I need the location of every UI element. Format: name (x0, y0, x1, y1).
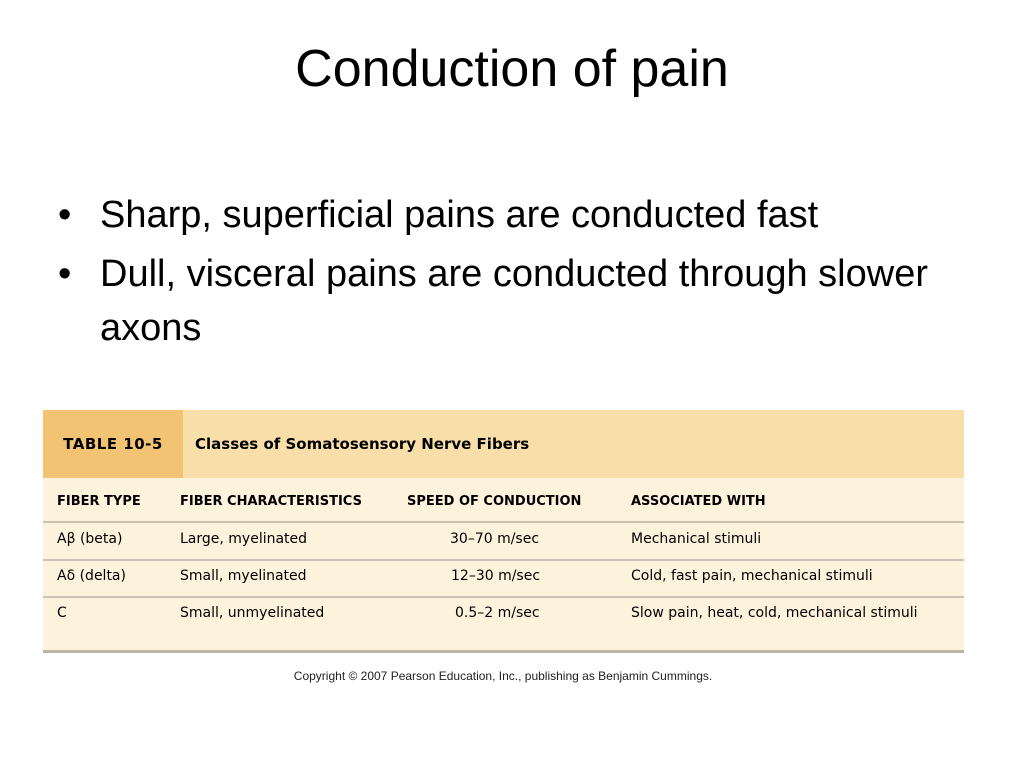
cell-speed: 0.5–2 m/sec (455, 605, 540, 621)
copyright-notice: Copyright © 2007 Pearson Education, Inc., publishing as Benjamin Cummings. (293, 669, 713, 683)
cell-characteristics: Small, myelinated (180, 568, 307, 584)
cell-fiber-type: Aδ (delta) (57, 568, 126, 584)
table-caption: Classes of Somatosensory Nerve Fibers (195, 435, 530, 453)
cell-associated-with: Cold, fast pain, mechanical stimuli (631, 568, 873, 584)
row-divider (43, 596, 964, 598)
header-divider (43, 521, 964, 523)
table-label: TABLE 10-5 (43, 410, 183, 478)
cell-fiber-type: C (57, 605, 67, 621)
cell-associated-with: Mechanical stimuli (631, 531, 762, 547)
bullet-marker: • (58, 194, 72, 236)
column-header-fiber-characteristics: FIBER CHARACTERISTICS (180, 494, 362, 509)
bullet-item (58, 247, 978, 355)
cell-fiber-type: Aβ (beta) (57, 531, 123, 547)
cell-associated-with: Slow pain, heat, cold, mechanical stimuli (631, 605, 918, 621)
bullet-list (58, 188, 978, 360)
fiber-table (43, 410, 964, 653)
bullet-text: Dull, visceral pains are conducted through slower axons (100, 253, 928, 349)
row-divider (43, 559, 964, 561)
bullet-marker: • (58, 253, 72, 295)
slide-title: Conduction of pain (295, 40, 729, 98)
table-bottom-rule (43, 650, 964, 653)
column-header-speed: SPEED OF CONDUCTION (407, 494, 582, 509)
column-header-fiber-type: FIBER TYPE (57, 494, 141, 509)
cell-characteristics: Large, myelinated (180, 531, 308, 547)
bullet-text: Sharp, superficial pains are conducted fast (100, 194, 819, 236)
cell-characteristics: Small, unmyelinated (180, 605, 325, 621)
cell-speed: 12–30 m/sec (451, 568, 541, 584)
cell-speed: 30–70 m/sec (450, 531, 540, 547)
column-header-associated-with: ASSOCIATED WITH (631, 494, 766, 509)
bullet-item (58, 188, 978, 242)
